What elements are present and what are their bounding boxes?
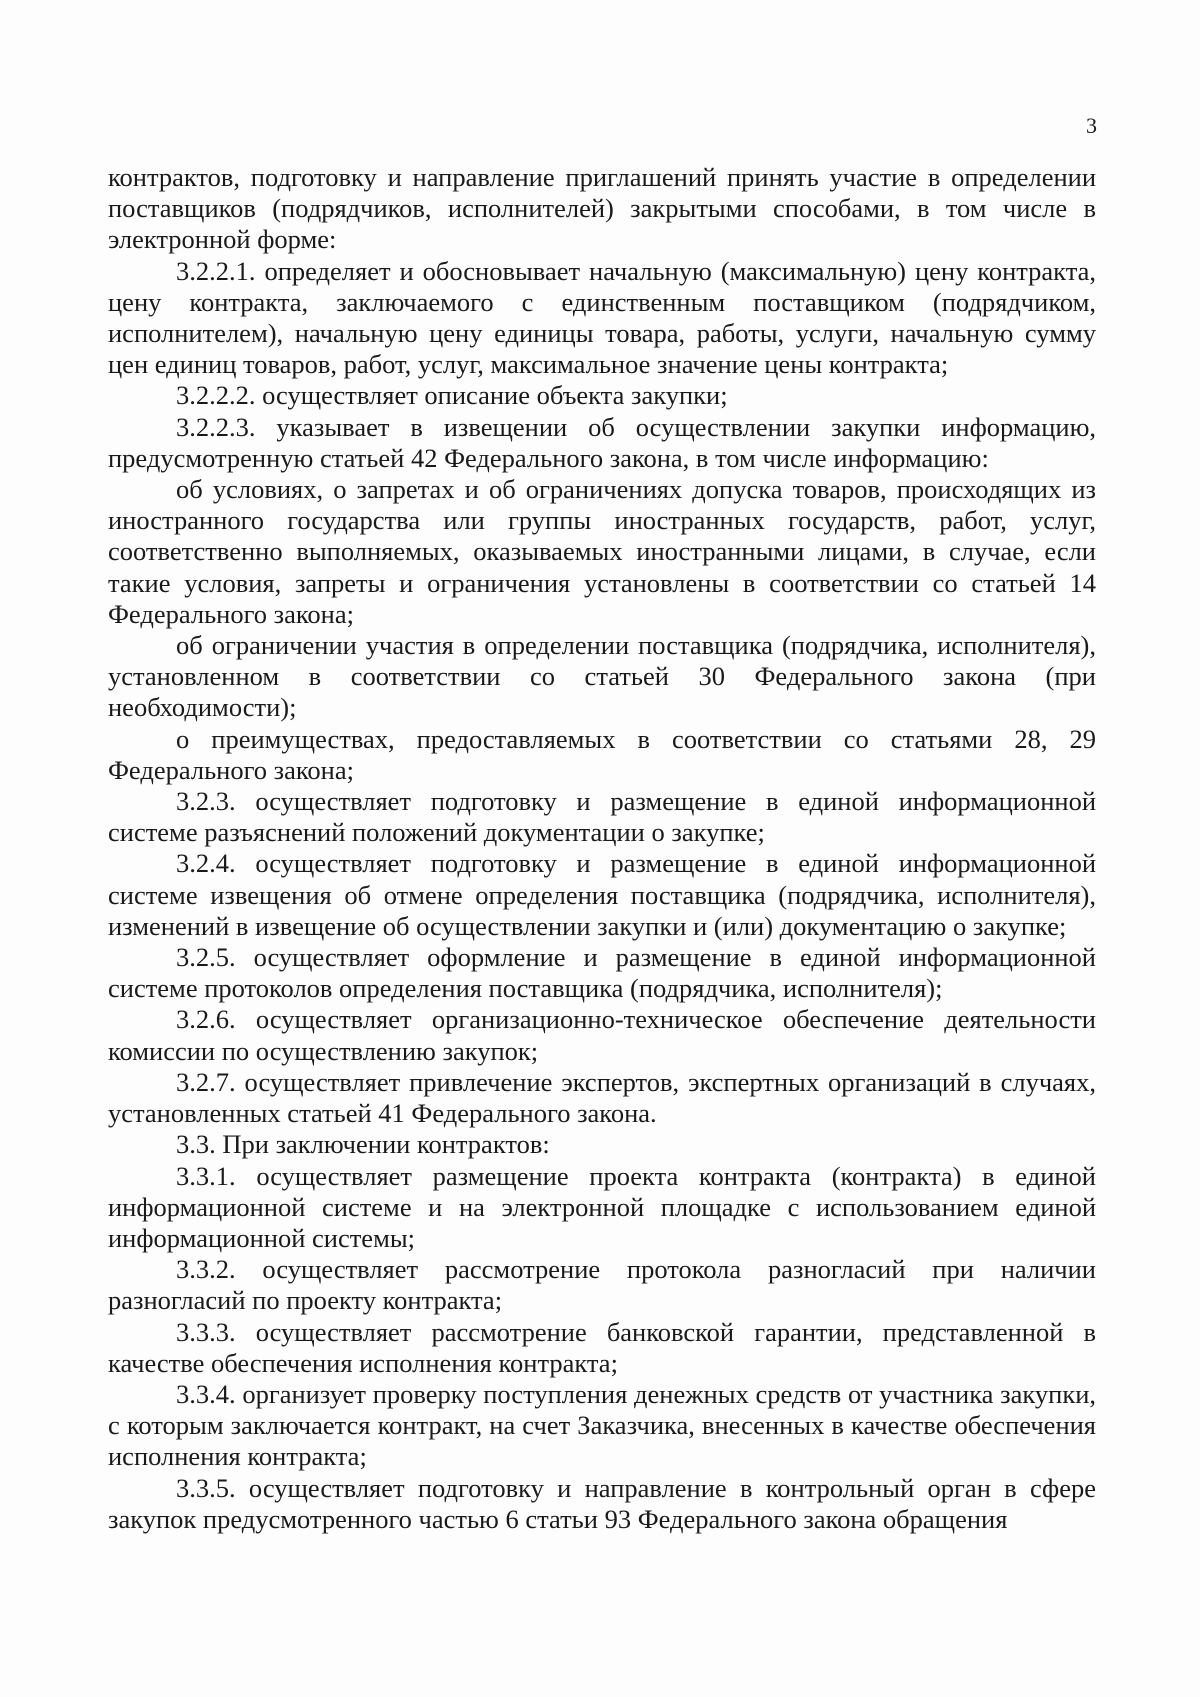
paragraph: 3.3.2. осуществляет рассмотрение протокола разногласий при наличии разногласий по проекту контракта; — [108, 1254, 1096, 1316]
paragraph: 3.2.4. осуществляет подготовку и размещение в единой информационной системе извещения об отмене определения поставщика (подрядчика, исполнителя), изменений в извещение об осуществлении закупки и (или) документацию о закупке; — [108, 848, 1096, 941]
paragraph: 3.2.3. осуществляет подготовку и размещение в единой информационной системе разъяснений положений документации о закупке; — [108, 786, 1096, 848]
paragraph: 3.3.1. осуществляет размещение проекта контракта (контракта) в единой информационной системе и на электронной площадке с использованием единой информационной системы; — [108, 1160, 1096, 1253]
paragraph: 3.2.2.3. указывает в извещении об осуществлении закупки информацию, предусмотренную статьей 42 Федерального закона, в том числе информацию: — [108, 411, 1096, 473]
document-body — [108, 162, 1096, 1535]
paragraph: 3.3.5. осуществляет подготовку и направление в контрольный орган в сфере закупок предусмотренного частью 6 статьи 93 Федерального закона обращения — [108, 1472, 1096, 1534]
paragraph: 3.2.2.1. определяет и обосновывает начальную (максимальную) цену контракта, цену контракта, заключаемого с единственным поставщиком (подрядчиком, исполнителем), начальную цену единицы товара, работы, услуги, начальную сумму цен единиц товаров, работ, услуг, максимальное значение цены контракта; — [108, 255, 1096, 380]
paragraph: 3.3.3. осуществляет рассмотрение банковской гарантии, представленной в качестве обеспечения исполнения контракта; — [108, 1316, 1096, 1378]
paragraph: 3.2.5. осуществляет оформление и размещение в единой информационной системе протоколов определения поставщика (подрядчика, исполнителя); — [108, 942, 1096, 1004]
paragraph: об ограничении участия в определении поставщика (подрядчика, исполнителя), установленном в соответствии со статьей 30 Федерального закона (при необходимости); — [108, 630, 1096, 723]
paragraph: 3.2.2.2. осуществляет описание объекта закупки; — [176, 380, 728, 411]
paragraph: о преимуществах, предоставляемых в соответствии со статьями 28, 29 Федерального закона; — [108, 723, 1096, 785]
paragraph: 3.3.4. организует проверку поступления денежных средств от участника закупки, с которым заключается контракт, на счет Заказчика, внесенных в качестве обеспечения исполнения контракта; — [108, 1378, 1096, 1472]
paragraph: 3.2.7. осуществляет привлечение экспертов, экспертных организаций в случаях, установленных статьей 41 Федерального закона. — [108, 1066, 1096, 1129]
paragraph: 3.2.6. осуществляет организационно-техническое обеспечение деятельности комиссии по осуществлению закупок; — [108, 1004, 1096, 1066]
page-number: 3 — [1086, 113, 1097, 138]
paragraph: контрактов, подготовку и направление приглашений принять участие в определении поставщиков (подрядчиков, исполнителей) закрытыми способами, в том числе в электронной форме: — [108, 162, 1096, 255]
paragraph: об условиях, о запретах и об ограничениях допуска товаров, происходящих из иностранного государства или группы иностранных государств, работ, услуг, соответственно выполняемых, оказываемых иностранными лицами, в случае, если такие условия, запреты и ограничения установлены в соответствии со статьей 14 Федерального закона; — [108, 474, 1096, 629]
paragraph: 3.3. При заключении контрактов: — [176, 1129, 550, 1160]
